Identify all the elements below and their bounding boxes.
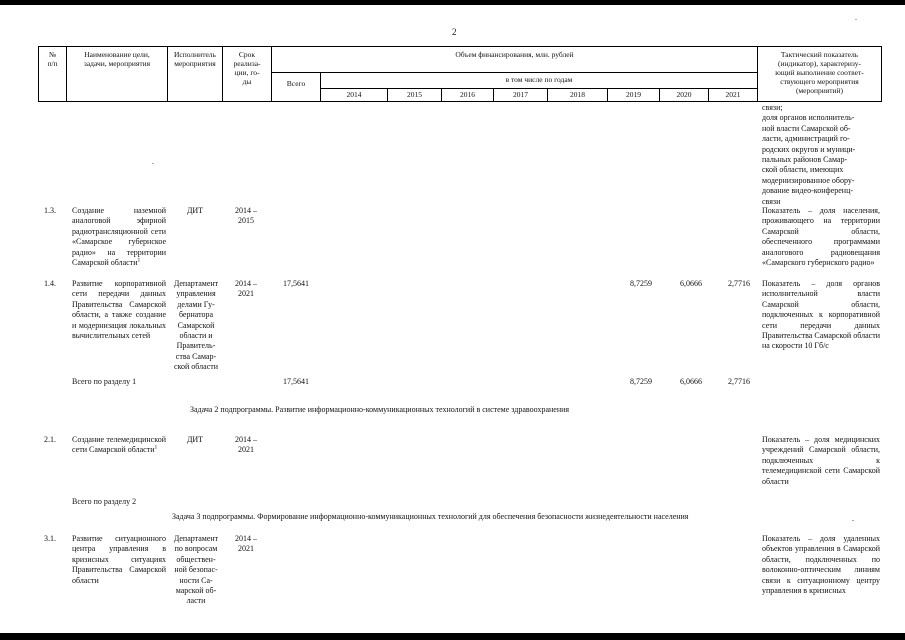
section-total-2020: 6,0666 [680,377,702,386]
header-year: 2016 [460,90,475,99]
row-num: 2.1. [44,435,56,444]
scan-edge-top [0,0,905,5]
header-name: Наименование цели, задачи, мероприятия [83,50,151,68]
row-2021: 2,7716 [728,279,750,288]
header-year: 2020 [676,90,692,99]
header-year: 2019 [626,90,641,99]
task-heading: Задача 2 подпрограммы. Развитие информационно-коммуникационных технологий в системе здравоохранения [190,405,570,414]
row-indicator: Показатель – доля населения, проживающего на территории Самарской области, обеспеченного программами аналогового радиовещания «Самарского губернского радио» [762,206,880,268]
header-indicator: Тактический показатель (индикатор), характеризу- ющий выполнение соответ- ствующего мероприятия (мероприятий) [775,50,864,95]
header-term: Срок реализа- ции, го- ды [233,50,261,86]
scan-speck: . [152,157,154,166]
row-term: 2014 – 2021 [235,534,257,554]
header-by-years: в том числе по годам [505,75,573,84]
row-executor: ДИТ [186,435,204,444]
scan-edge-bottom [0,633,905,640]
row-indicator: Показатель – доля медицинских учреждений Самарской области, подключенных к телемедицинской сети Самарской области [762,435,880,486]
section-total-2021: 2,7716 [728,377,750,386]
scan-speck: . [852,514,854,523]
header-num: № п/п [47,50,58,68]
page-number: 2 [452,27,457,37]
row-indicator: Показатель – доля удаленных объектов управления в Самарской области, подключенных по волоконно-оптическим линиям связи к ситуационному центру управления в кризисных [762,534,880,596]
row-indicator: Показатель – доля органов исполнительной власти Самарской области, подключенных к корпоративной сети передачи данных Правительства Самарской области на скорости 10 Гб/с [762,279,880,351]
row-name: Создание телемедицинской сети Самарской области$^1$ [72,435,166,455]
header-year: 2018 [570,90,585,99]
header-year: 2015 [407,90,422,99]
row-executor: ДИТ [186,206,204,215]
footnote-mark: 1 [154,444,158,451]
row-term: 2014 – 2015 [235,206,257,226]
indicator-continuation: связи; доля органов исполнитель- ной власти Самарской об- ласти, администраций го- родских округов и муници- пальных районов Самар- ской области, имеющих модернизированное обору- дование видео-конференц- связи [762,103,856,206]
section-total-2019: 8,7259 [630,377,652,386]
row-total: 17,5641 [283,279,309,288]
header-financing: Объем финансирования, млн. рублей [455,50,574,59]
section-total-label: Всего по разделу 1 [72,377,137,386]
row-name: Развитие ситуационного центра управления в кризисных ситуациях Правительства Самарской области [72,534,166,585]
row-name: Развитие корпоративной сети передачи данных Правительства Самарской области, а также создание и модернизация локальных вычислительных сетей [72,279,166,341]
task-heading: Задача 3 подпрограммы. Формирование информационно-коммуникационных технологий для обеспечения безопасности жизнедеятельности населения [172,512,689,521]
row-2019: 8,7259 [630,279,652,288]
scan-speck: . [855,13,857,22]
row-executor: Департамент по вопросам обществен- ной безопас- ности Са- марской об- ласти [173,534,219,606]
row-2020: 6,0666 [680,279,702,288]
row-name: Создание наземной аналоговой эфирной радиотрансляционной сети «Самарское губернское радио» на территории Самарской области$^1$ [72,206,166,268]
footnote-mark: 1 [137,257,141,264]
header-executor: Исполнитель мероприятия [174,50,216,68]
row-num: 1.3. [44,206,56,215]
row-executor: Департамент управления делами Гу- бернатора Самарской области и Правитель- ства Самар- ской области [173,279,219,372]
row-term: 2014 – 2021 [235,435,257,455]
row-term: 2014 – 2021 [235,279,257,299]
header-total: Всего [286,79,306,88]
section-total-value: 17,5641 [283,377,309,386]
row-num: 1.4. [44,279,56,288]
header-year: 2021 [725,90,741,99]
row-num: 3.1. [44,534,56,543]
header-year: 2017 [513,90,528,99]
header-year: 2014 [346,90,362,99]
section-total-label: Всего по разделу 2 [72,497,137,506]
